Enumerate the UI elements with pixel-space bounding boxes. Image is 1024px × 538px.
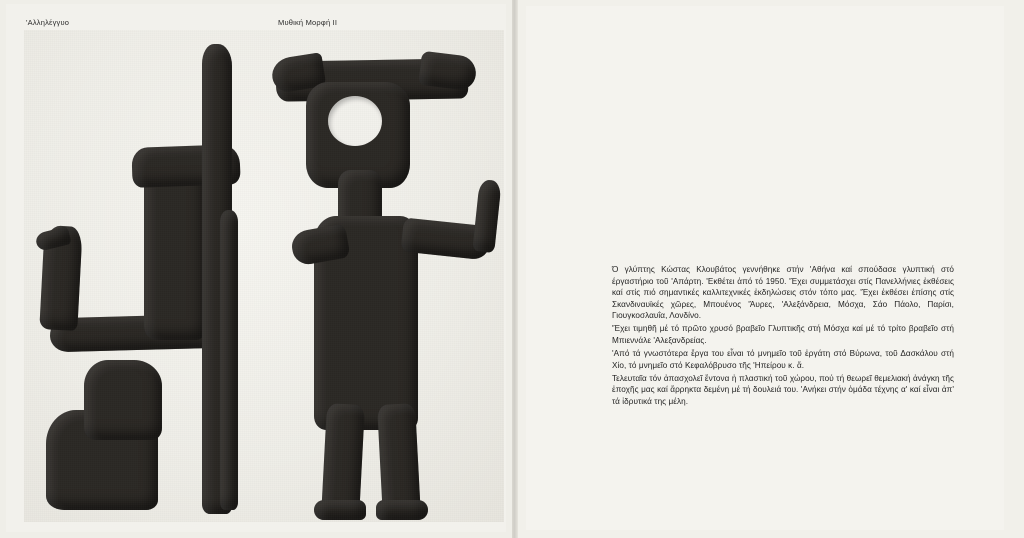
artist-biography-text: [612, 264, 954, 409]
biography-paragraph-4: Τελευταῖα τόν ἀπασχολεῖ ἔντονα ἡ πλαστική τοῦ χώρου, πού τή θεωρεῖ θεμελιακή ἀνάγκη τῆς ἐποχῆς μας καί ἄρρηκτα δεμένη μέ τή δουλειά του. 'Ανήκει στήν ὁμάδα τέχνης α' καί εἶναι ἀπ' τά ἱδρυτικά της μέλη.: [612, 373, 954, 407]
right-page-surface: [526, 6, 1004, 530]
sculpture-right-foot-left: [314, 500, 366, 520]
caption-left-artwork-title: 'Αλληλέγγυο: [26, 18, 70, 27]
sculpture-left-base-upper: [84, 360, 162, 440]
right-page: [518, 0, 1024, 538]
caption-right-artwork-title: Μυθική Μορφή II: [278, 18, 338, 27]
biography-paragraph-3: 'Από τά γνωστότερα ἔργα του εἶναι τό μνημεῖο τοῦ ἐργάτη στό Βύρωνα, τοῦ Δασκάλου στή Χίο, τό μνημεῖο στό Κεφαλόβρυσο τῆς 'Ηπείρου κ. ἄ.: [612, 349, 954, 370]
sculpture-right-foot-right: [376, 500, 428, 520]
left-page-surface: [6, 4, 506, 532]
sculpture-right-hand-right: [472, 179, 501, 253]
biography-paragraph-1: Ό γλύπτης Κώστας Κλουβάτος γεννήθηκε στήν 'Αθήνα καί σπούδασε γλυπτική στό έργαστήριο τοῦ 'Απάρτη. 'Εκθέτει ἀπό τό 1950. 'Έχει συμμετάσχει στίς Πανελλήνιες ἐκθέσεις καί στίς πιό σημαντικές καλλιτεχνικές ἐκδηλώσεις στόν τόπο μας. 'Έχει ἐκθέσει ἐπίσης στίς Σκανδιναυϊκές χῶρες, Μπουένος 'Άυρες, 'Αλεξάνδρεια, Μόσχα, Σάο Πάολο, Παρίσι, Γιουγκοσλαυΐα, Λονδίνο.: [612, 265, 954, 321]
sculpture-photograph: [24, 30, 504, 522]
sculpture-right-head-aperture: [328, 96, 382, 146]
biography-paragraph-2: 'Έχει τιμηθῆ μέ τό πρῶτο χρυσό βραβεῖο Γλυπτικῆς στή Μόσχα καί μέ τό τρίτο βραβεῖο στή Μπιεννάλε 'Αλεξανδρείας.: [612, 324, 954, 346]
sculpture-left-column-secondary: [220, 210, 238, 510]
sculpture-right-crossbar-right-tip: [418, 51, 478, 92]
